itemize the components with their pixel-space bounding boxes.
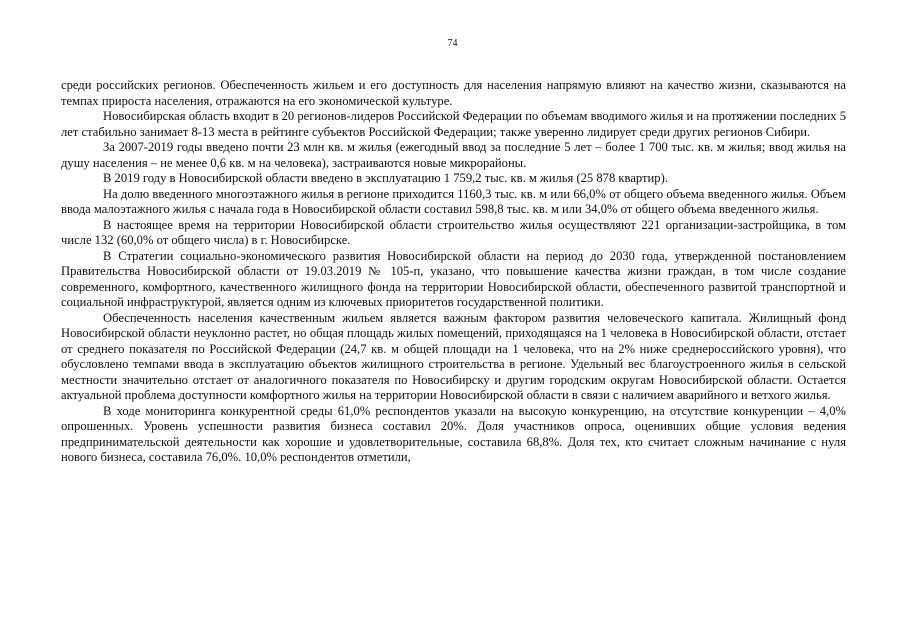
paragraph: В ходе мониторинга конкурентной среды 61,0% респондентов указали на высокую конкуренцию, на отсутствие конкуренции – 4,0% опрошенных. Уровень успешности развития бизнеса составил 20%. Доля участников опроса, оценивших общие условия ведения предпринимательской деятельности как хорошие и удовлетворительные, составила 68,8%. Доля тех, кто считает сложным начинание с нуля нового бизнеса, составила 76,0%. 10,0% респондентов отметили, <box>61 403 846 464</box>
paragraph: Новосибирская область входит в 20 регионов-лидеров Российской Федерации по объемам вводимого жилья и на протяжении последних 5 лет стабильно занимает 8-13 места в рейтинге субъектов Российской Федерации; также уверенно лидирует среди других регионов Сибири. <box>61 109 846 139</box>
paragraph: В 2019 году в Новосибирской области введено в эксплуатацию 1 759,2 тыс. кв. м жилья (25 878 квартир). <box>103 171 668 185</box>
paragraph: Обеспеченность населения качественным жильем является важным фактором развития человеческого капитала. Жилищный фонд Новосибирской области неуклонно растет, но общая площадь жилых помещений, приходящаяся на 1 человека в Новосибирской области, отстает от среднего показателя по Российской Федерации (24,7 кв. м общей площади на 1 человека, что на 2% ниже среднероссийского уровня), что обусловлено темпами ввода в эксплуатацию объектов жилищного строительства в регионе. Удельный вес благоустроенного жилья в сельской местности значительно отстает от аналогичного показателя по Новосибирску и другим городским округам Новосибирской области. Остается актуальной проблема доступности комфортного жилья на территории Новосибирской области в связи с наличием аварийного и ветхого жилья. <box>61 310 846 402</box>
paragraph: На долю введенного многоэтажного жилья в регионе приходится 1160,3 тыс. кв. м или 66,0% от общего объема введенного жилья. Объем ввода малоэтажного жилья с начала года в Новосибирской области составил 598,8 тыс. кв. м или 34,0% от общего объема введенного жилья. <box>61 186 846 216</box>
paragraph: среди российских регионов. Обеспеченность жильем и его доступность для населения напрямую влияют на качество жизни, сказываются на темпах прироста населения, отражаются на его экономической культуре. <box>61 78 846 108</box>
body-text <box>61 78 846 466</box>
paragraph: За 2007-2019 годы введено почти 23 млн кв. м жилья (ежегодный ввод за последние 5 лет – более 1 700 тыс. кв. м жилья; ввод жилья на душу населения – не менее 0,6 кв. м на человека), застраиваются новые микрорайоны. <box>61 140 846 170</box>
paragraph: В настоящее время на территории Новосибирской области строительство жилья осуществляют 221 организации-застройщика, в том числе 132 (60,0% от общего числа) в г. Новосибирске. <box>61 217 846 247</box>
page-number: 74 <box>447 38 458 49</box>
paragraph: В Стратегии социально-экономического развития Новосибирской области на период до 2030 года, утвержденной постановлением Правительства Новосибирской области от 19.03.2019 № 105-п, указано, что повышение качества жизни граждан, в том числе создание современного, комфортного, качественного жилищного фонда на территории Новосибирской области, обеспеченного развитой транспортной и социальной инфраструктурой, является одним из ключевых приоритетов государственной политики. <box>61 248 846 309</box>
